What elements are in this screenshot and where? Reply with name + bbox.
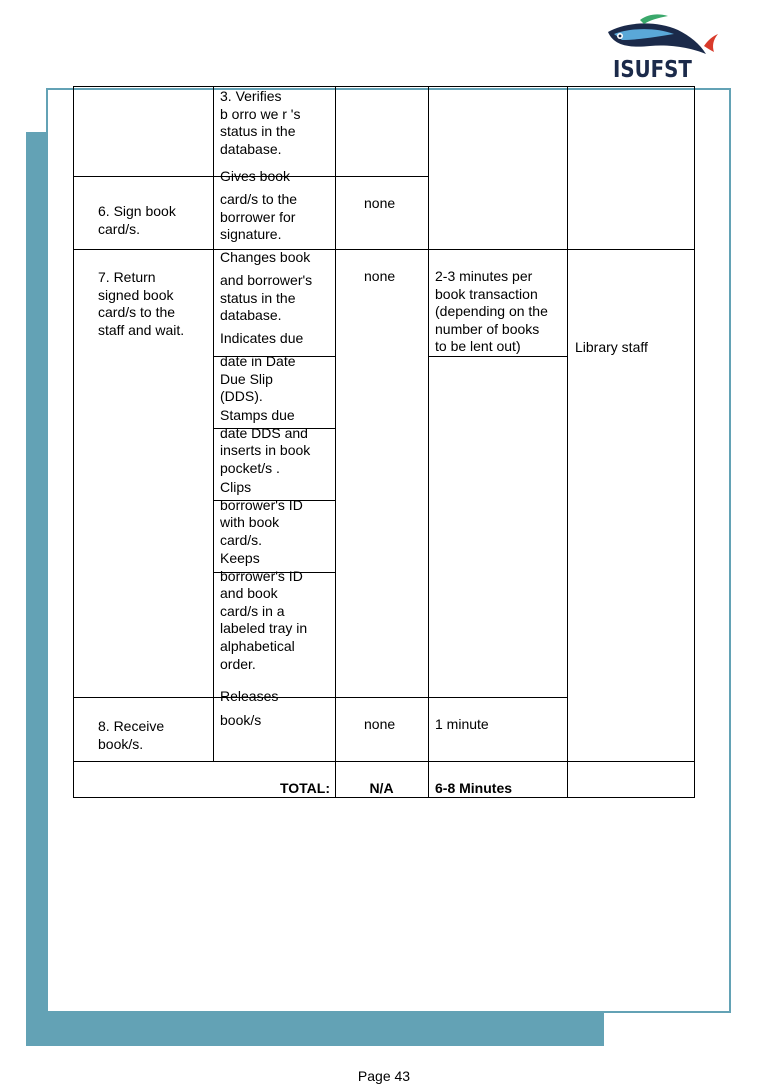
table-cell: Keeps borrower's ID and book card/s in a labeled tray in alphabetical order.: [220, 550, 308, 672]
table-cell: card/s to the borrower for signature.: [220, 191, 298, 243]
table-cell: 6. Sign book card/s.: [98, 203, 176, 237]
table-cell: 8. Receive book/s.: [98, 718, 165, 752]
table-border-right: [694, 86, 695, 798]
table-cell: Gives book: [220, 168, 291, 184]
column-divider: [335, 86, 336, 798]
row-divider: [73, 761, 695, 762]
table-cell: Library staff: [575, 339, 648, 355]
table-cell: 7. Return signed book card/s to the staff and wait.: [98, 269, 185, 338]
page-number: Page 43: [357, 1068, 411, 1084]
column-divider: [213, 86, 214, 762]
table-border-left: [73, 86, 74, 798]
table-cell: Changes book: [220, 249, 311, 265]
table-cell: 1 minute: [435, 716, 489, 732]
table-cell: and borrower's status in the database.: [220, 272, 313, 324]
logo-text: ISUFST: [613, 57, 692, 83]
table-border-top: [73, 86, 695, 87]
table-cell: 3. Verifies b orro we r 's status in the database.: [220, 88, 301, 157]
row-divider: [73, 249, 695, 250]
table-cell: book/s: [220, 712, 262, 728]
table-cell: date in Date Due Slip (DDS).: [220, 353, 296, 405]
table-cell: Releases: [220, 688, 279, 704]
table-cell: none: [364, 716, 396, 732]
table-cell: Stamps due date DDS and inserts in book pocket/s .: [220, 407, 311, 476]
table-cell: 2-3 minutes per book transaction (depending on the number of books to be lent out): [435, 268, 548, 355]
table-cell: Indicates due: [220, 330, 304, 346]
row-divider: [428, 356, 567, 357]
table-cell: none: [364, 195, 396, 211]
total-fees: N/A: [369, 780, 394, 796]
total-time: 6-8 Minutes: [435, 780, 513, 796]
column-divider: [428, 86, 429, 798]
table-cell: Clips borrower's ID with book card/s.: [220, 479, 303, 548]
row-divider: [73, 697, 567, 698]
column-divider: [567, 86, 568, 798]
table-cell: none: [364, 268, 396, 284]
total-label: TOTAL:: [279, 780, 330, 796]
